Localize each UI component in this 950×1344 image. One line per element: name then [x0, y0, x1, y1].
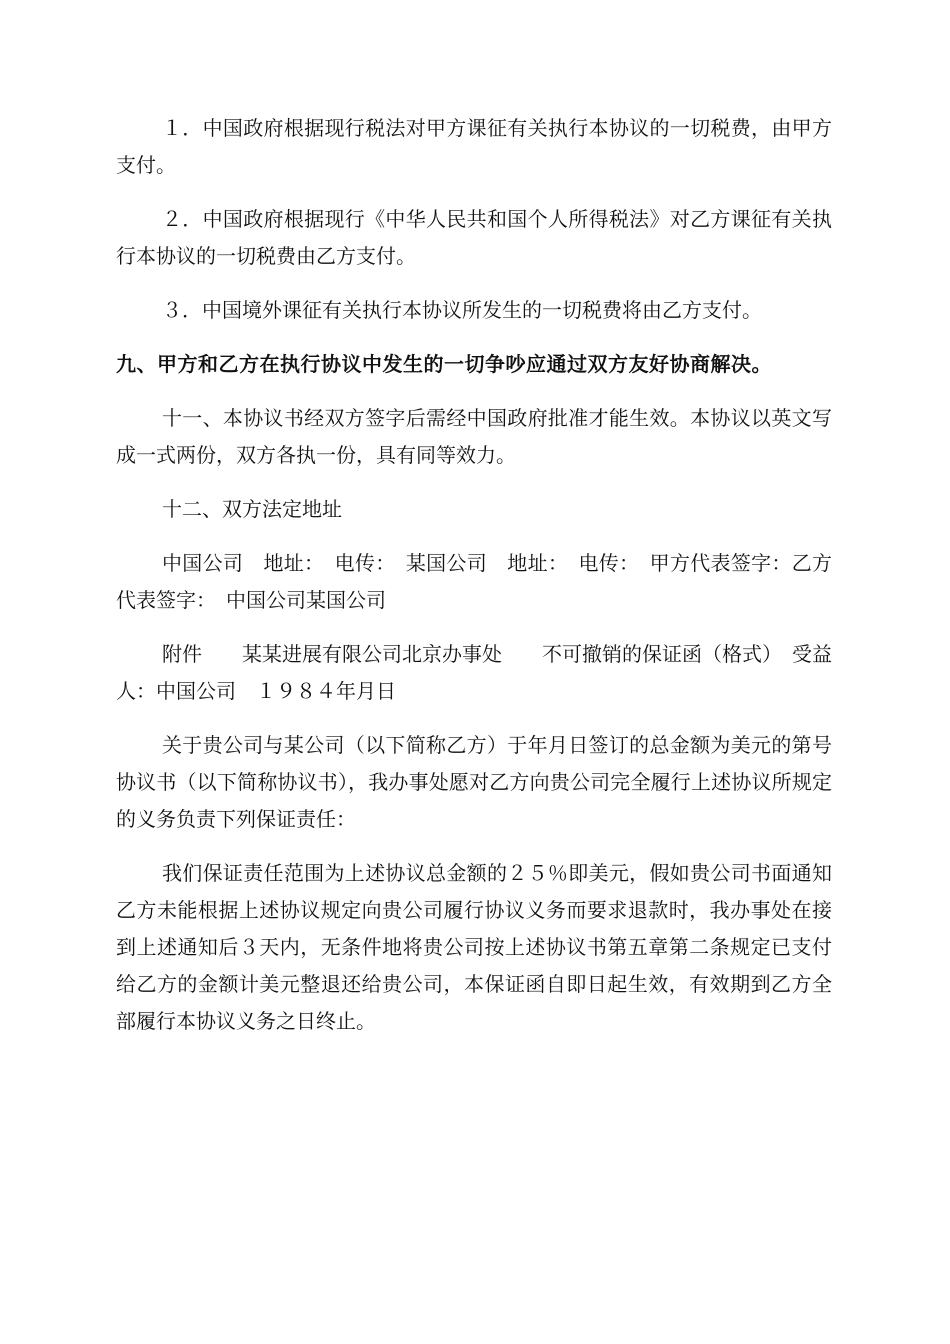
effectiveness-clause: 十一、本协议书经双方签字后需经中国政府批准才能生效。本协议以英文写成一式两份，双方各执一份，具有同等效力。: [116, 406, 832, 467]
guarantee-scope-paragraph: 我们保证责任范围为上述协议总金额的２５％即美元，假如贵公司书面通知乙方未能根据上述协议规定向贵公司履行协议义务而要求退款时，我办事处在接到上述通知后３天内，无条件地将贵公司按上述协议书第五章第二条规定已支付给乙方的金额计美元整退还给贵公司，本保证函自即日起生效，有效期到乙方全部履行本协议义务之日终止。: [116, 861, 832, 1033]
tax-clause-2: ２．中国政府根据现行《中华人民共和国个人所得税法》对乙方课征有关执行本协议的一切税费由乙方支付。: [116, 207, 832, 268]
dispute-clause-heading: 九、甲方和乙方在执行协议中发生的一切争吵应通过双方友好协商解决。: [116, 352, 772, 376]
tax-clause-3: ３．中国境外课征有关执行本协议所发生的一切税费将由乙方支付。: [162, 298, 762, 322]
tax-clause-1: １．中国政府根据现行税法对甲方课征有关执行本协议的一切税费，由甲方支付。: [116, 116, 832, 177]
document-body: [116, 110, 832, 1040]
address-signature-block: 中国公司 地址： 电传： 某国公司 地址： 电传： 甲方代表签字：乙方代表签字： 中国公司某国公司: [116, 551, 832, 612]
guarantee-intro-paragraph: 关于贵公司与某公司（以下简称乙方）于年月日签订的总金额为美元的第号协议书（以下简称协议书），我办事处愿对乙方向贵公司完全履行上述协议所规定的义务负责下列保证责任：: [116, 733, 832, 831]
legal-address-heading: 十二、双方法定地址: [162, 497, 342, 521]
attachment-guarantee-header: 附件 某某进展有限公司北京办事处 不可撤销的保证函（格式） 受益人：中国公司 １９８４年月日: [116, 642, 832, 703]
